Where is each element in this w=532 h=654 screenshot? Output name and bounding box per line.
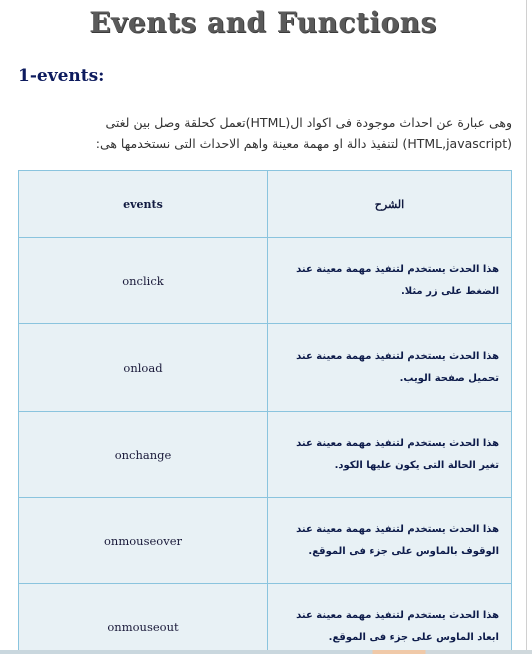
table-row: [19, 238, 512, 324]
table-header-row: [19, 171, 512, 238]
event-description: هذا الحدث يستخدم لتنفيذ مهمة معينة عند ابعاد الماوس على جزء فى الموقع.: [268, 584, 512, 652]
events-table: [18, 170, 512, 651]
table-row: [19, 584, 512, 652]
intro-line-2: (HTML,javascript) لتنفيذ دالة او مهمة معينة واهم الاحداث التى نستخدمها هى:: [95, 136, 512, 151]
event-description: هذا الحدث يستخدم لتنفيذ مهمة معينة عند الضغط على زر مثلا.: [268, 238, 512, 324]
event-name: onclick: [19, 238, 268, 324]
bottom-scrollbar[interactable]: [0, 650, 532, 654]
intro-line-1: وهى عبارة عن احداث موجودة فى اكواد ال(HTML)تعمل كحلقة وصل بين لغتى: [105, 115, 512, 130]
event-description: هذا الحدث يستخدم لتنفيذ مهمة معينة عند الوقوف بالماوس على جزء فى الموقع.: [268, 498, 512, 584]
page-title: Events and Functions: [89, 6, 437, 39]
intro-paragraph: [70, 112, 512, 154]
event-description: هذا الحدث يستخدم لتنفيذ مهمة معينة عند تحميل صفحة الويب.: [268, 324, 512, 412]
section-heading: 1-events:: [18, 66, 105, 86]
table-row: [19, 324, 512, 412]
table-row: [19, 412, 512, 498]
table-row: [19, 498, 512, 584]
header-description: الشرح: [268, 171, 512, 238]
event-name: onload: [19, 324, 268, 412]
header-events: events: [19, 171, 268, 238]
event-name: onchange: [19, 412, 268, 498]
event-name: onmouseover: [19, 498, 268, 584]
event-name: onmouseout: [19, 584, 268, 652]
event-description: هذا الحدث يستخدم لتنفيذ مهمة معينة عند تغير الحالة التى يكون عليها الكود.: [268, 412, 512, 498]
